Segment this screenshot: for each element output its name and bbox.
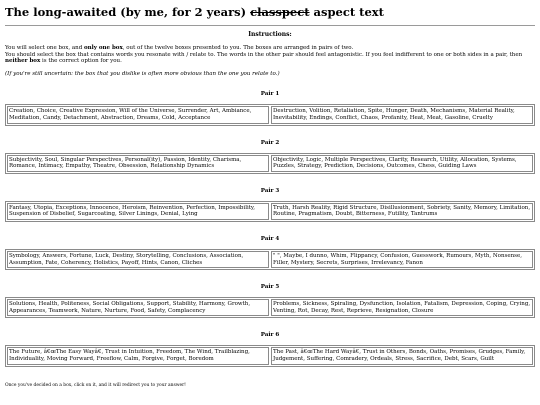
pair-title: Pair 5 <box>260 284 280 291</box>
pair-5-left-box[interactable]: Solutions, Health, Politeness, Social Obligations, Support, Stability, Harmony, Growth, Appearances, Teamwork, Nature, Nurture, Food, Safety, Complacency <box>7 299 269 316</box>
pair-title: Pair 6 <box>260 332 280 339</box>
pairs-list <box>5 91 535 366</box>
pair-6 <box>5 332 535 366</box>
emphasis-neither-box: neither box <box>5 58 41 65</box>
page-title <box>5 5 535 19</box>
title-divider <box>5 25 535 26</box>
pair-boxes <box>5 104 535 125</box>
pair-3 <box>5 188 535 222</box>
pair-2-left-box[interactable]: Subjectivity, Soul, Singular Perspectives, Personal(ity), Passion, Identity, Charisma, Romance, Intimacy, Empathy, Theatre, Obsession, Relationship Dynamics <box>7 155 269 172</box>
pair-3-left-box[interactable]: Fantasy, Utopia, Exceptions, Innocence, Heroism, Reinvention, Perfection, Impossibility, Suspension of Disbelief, Sugarcoating, Silver Linings, Denial, Lying <box>7 203 269 220</box>
pair-boxes <box>5 345 535 366</box>
pair-4-right-box[interactable]: " ", Maybe, I dunno, Whim, Flippancy, Confusion, Guesswork, Rumours, Myth, Nonsense, Filler, Mystery, Secrets, Surprises, Irrelevancy, Fanon <box>271 251 533 268</box>
pair-2-right-box[interactable]: Objectivity, Logic, Multiple Perspectives, Clarity, Research, Utility, Allocation, Systems, Puzzles, Strategy, Prediction, Decisions, Outcomes, Chess, Guiding Laws <box>271 155 533 172</box>
pair-title: Pair 3 <box>260 187 280 194</box>
pair-boxes <box>5 201 535 222</box>
pair-boxes <box>5 249 535 270</box>
instructions-heading: Instructions: <box>248 31 292 38</box>
pair-6-right-box[interactable]: The Past, â€œThe Hard Wayâ€, Trust in Others, Bonds, Oaths, Promises, Grudges, Family, Judgement, Suffering, Comradery, Ordeals, Stress, Sacrifice, Debt, Scars, Guilt <box>271 347 533 364</box>
pair-2 <box>5 140 535 174</box>
title-suffix: aspect text <box>309 5 384 19</box>
pair-4 <box>5 236 535 270</box>
instructions-note: (If you're still uncertain: the box that you dislike is often more obvious than the one you relate to.) <box>5 70 280 77</box>
pair-3-right-box[interactable]: Truth, Harsh Reality, Rigid Structure, Disillusionment, Sobriety, Sanity, Memory, Limitation, Routine, Pragmatism, Doubt, Bitterness, Futility, Tantrums <box>271 203 533 220</box>
emphasis-only-one-box: only one box <box>84 45 123 51</box>
pair-5-right-box[interactable]: Problems, Sickness, Spiraling, Dysfunction, Isolation, Fatalism, Depression, Coping, Crying, Venting, Rot, Decay, Rest, Reprieve, Resignation, Closure <box>271 299 533 316</box>
instructions-text: You will select one box, and only one box, out of the twelve boxes presented to you. The boxes are arranged in pairs of two. You should select the box that contains words you resonate with / relate to. The words in the other pair should feel antagonistic. If you feel indifferent to one or both sides in a pair, then neither box is the correct option for you. <box>5 45 523 65</box>
pair-boxes <box>5 297 535 318</box>
pair-title: Pair 2 <box>260 139 280 146</box>
title-prefix: The long-awaited (by me, for 2 years) <box>5 5 251 19</box>
pair-1 <box>5 91 535 125</box>
pair-boxes <box>5 153 535 174</box>
footer-note: Once you've decided on a box, click on it, and it will redirect you to your answer! <box>5 382 186 388</box>
pair-6-left-box[interactable]: The Future, â€œThe Easy Wayâ€, Trust in Intuition, Freedom, The Wind, Trailblazing, Individuality, Moving Forward, Freeflow, Calm, Forgive, Forget, Boredom <box>7 347 269 364</box>
pair-title: Pair 4 <box>260 235 280 242</box>
title-struck-word: classpect <box>250 5 310 19</box>
pair-1-right-box[interactable]: Destruction, Volition, Retaliation, Spite, Hunger, Death, Mechanisms, Material Reality, Inevitability, Endings, Conflict, Chaos, Profanity, Heat, Meat, Gasoline, Cruelty <box>271 106 533 123</box>
pair-1-left-box[interactable]: Creation, Choice, Creative Expression, Will of the Universe, Surrender, Art, Ambiance, Meditation, Candy, Detachment, Abstraction, Dreams, Cold, Acceptance <box>7 106 269 123</box>
pair-title: Pair 1 <box>260 91 280 98</box>
pair-4-left-box[interactable]: Symbology, Answers, Fortune, Luck, Destiny, Storytelling, Conclusions, Association, Assumption, Fate, Coherency, Holistics, Payoff, Hints, Canon, Cliches <box>7 251 269 268</box>
pair-5 <box>5 284 535 318</box>
